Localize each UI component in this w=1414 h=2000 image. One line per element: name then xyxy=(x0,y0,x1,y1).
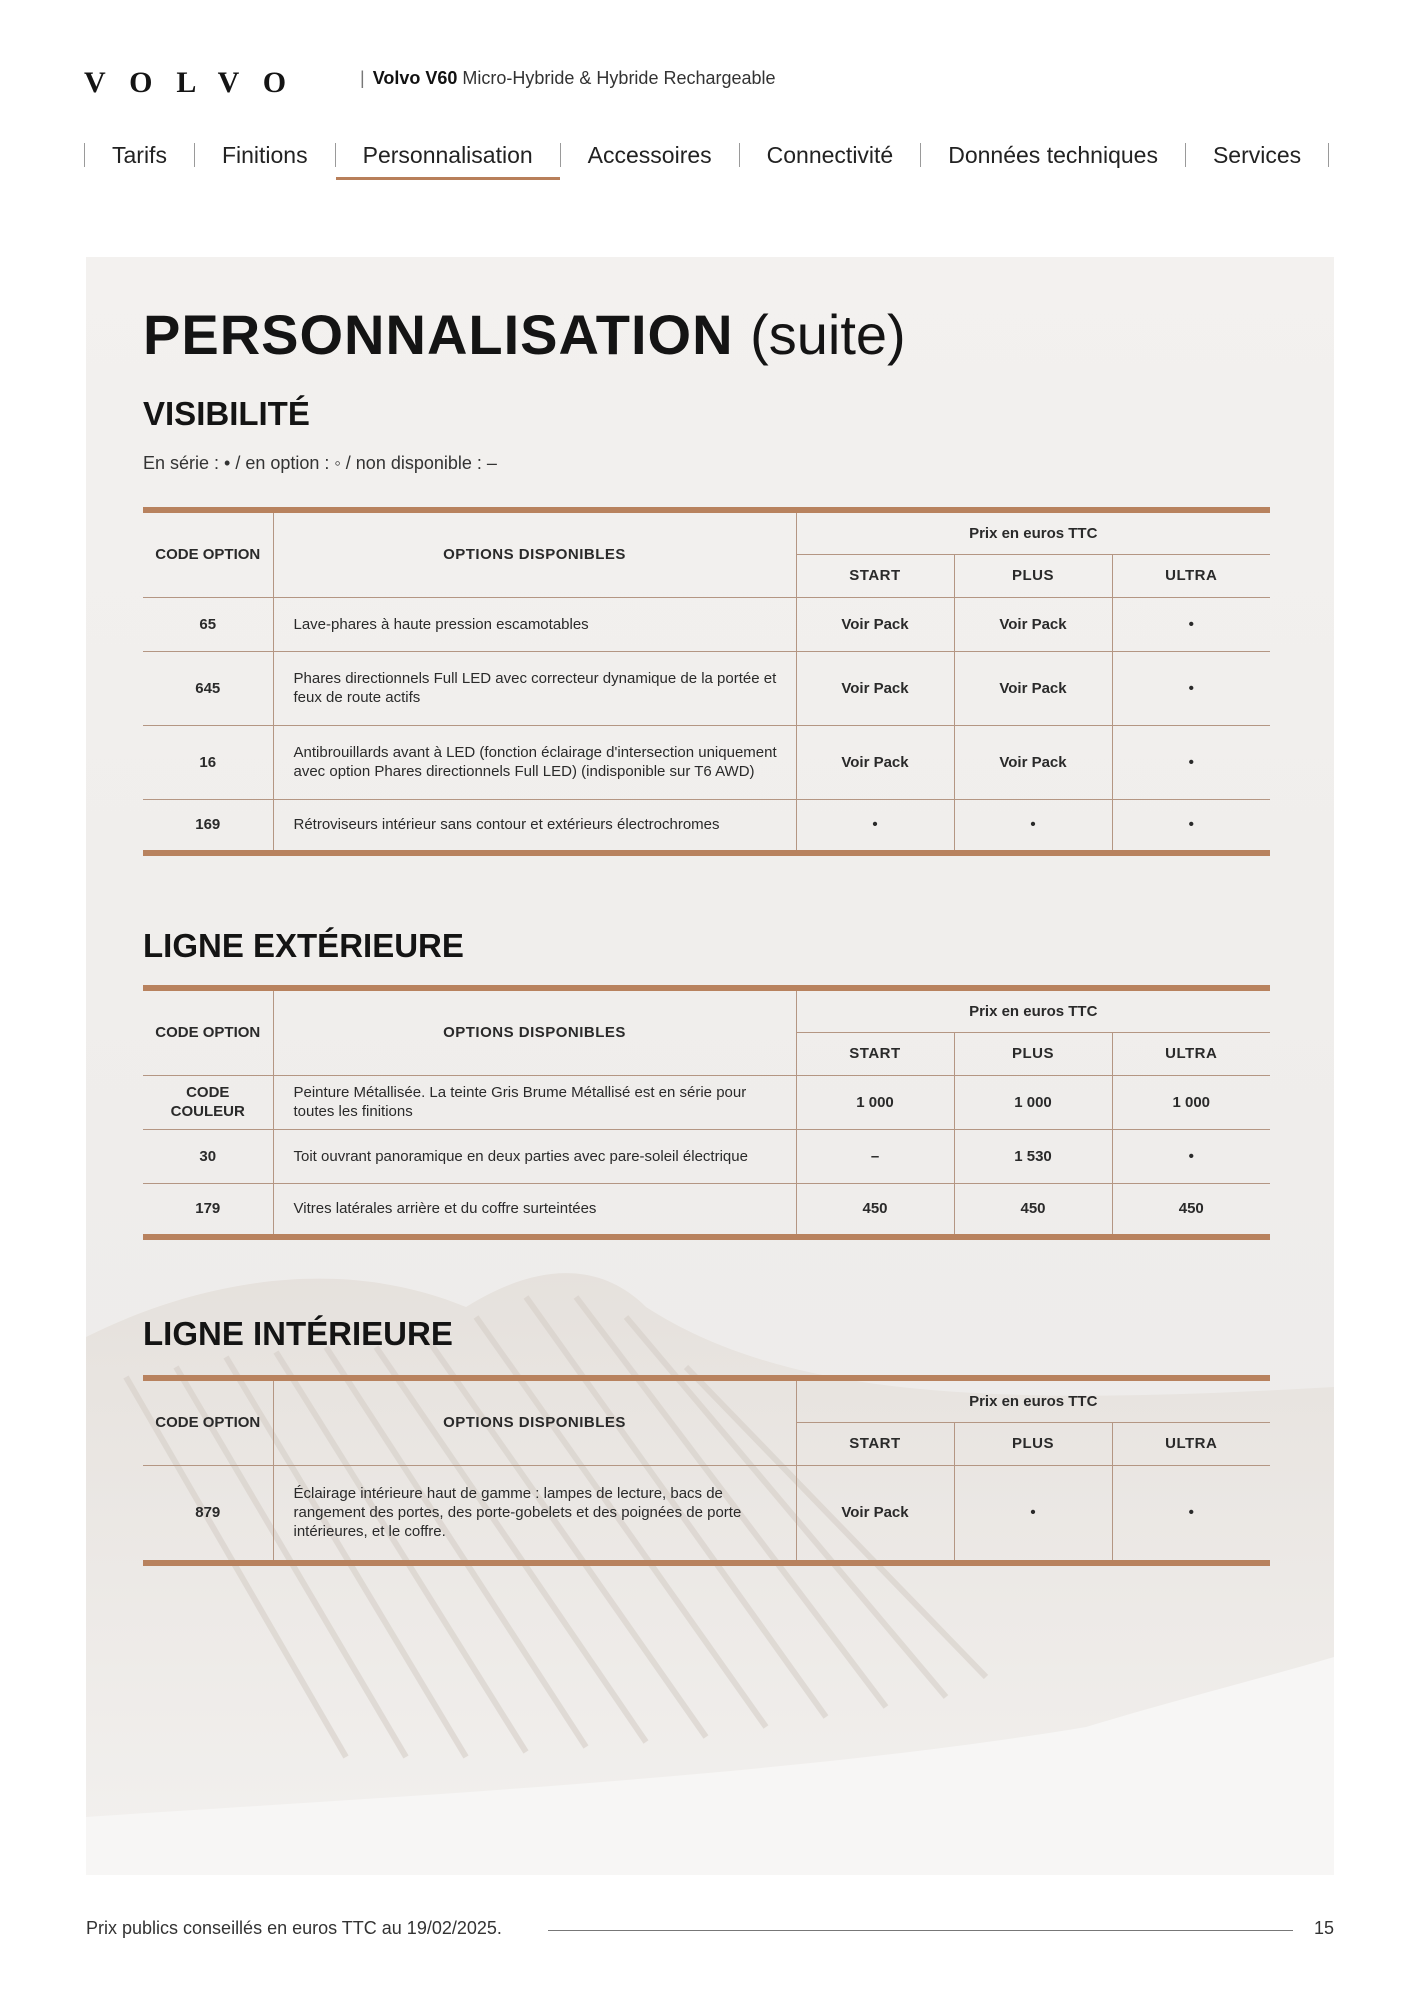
ligne-exterieure-table xyxy=(143,985,1270,1240)
table-row xyxy=(143,799,1270,853)
option-description: Antibrouillards avant à LED (fonction éclairage d'intersection uniquement avec option Phares directionnels Full LED) (indisponible sur T6 AWD) xyxy=(273,725,796,799)
header-plus: PLUS xyxy=(954,554,1112,597)
header-code-option: CODE OPTION xyxy=(143,988,273,1075)
nav-tab-personnalisation[interactable]: Personnalisation xyxy=(336,132,560,178)
table-row xyxy=(143,1075,1270,1129)
price-ultra: • xyxy=(1112,799,1270,853)
option-code: 879 xyxy=(143,1465,273,1563)
volvo-logo: VOLVO xyxy=(84,66,311,99)
visibilite-table xyxy=(143,507,1270,856)
section-title-ligne-exterieure: LIGNE EXTÉRIEURE xyxy=(143,927,464,964)
header-prix: Prix en euros TTC xyxy=(796,1378,1270,1422)
nav-tab-donnees-techniques[interactable]: Données techniques xyxy=(948,141,1158,168)
table-row xyxy=(143,1183,1270,1237)
header-code-option: CODE OPTION xyxy=(143,1378,273,1465)
header-options: OPTIONS DISPONIBLES xyxy=(273,1378,796,1465)
header-options: OPTIONS DISPONIBLES xyxy=(273,988,796,1075)
price-start: 450 xyxy=(796,1183,954,1237)
page-title xyxy=(143,302,906,367)
header-prix: Prix en euros TTC xyxy=(796,988,1270,1032)
section-title-visibilite: VISIBILITÉ xyxy=(143,395,310,432)
price-ultra: • xyxy=(1112,1465,1270,1563)
option-code: CODE COULEUR xyxy=(143,1075,273,1129)
option-description: Toit ouvrant panoramique en deux parties avec pare-soleil électrique xyxy=(273,1129,796,1183)
price-ultra: • xyxy=(1112,597,1270,651)
price-plus: Voir Pack xyxy=(954,597,1112,651)
table-row xyxy=(143,1465,1270,1563)
header-prix: Prix en euros TTC xyxy=(796,510,1270,554)
header-plus: PLUS xyxy=(954,1032,1112,1075)
price-plus: Voir Pack xyxy=(954,725,1112,799)
option-code: 179 xyxy=(143,1183,273,1237)
header-start: START xyxy=(796,1032,954,1075)
option-description: Peinture Métallisée. La teinte Gris Brume Métallisé est en série pour toutes les finitions xyxy=(273,1075,796,1129)
page-title-main: PERSONNALISATION xyxy=(143,303,734,366)
footer-note: Prix publics conseillés en euros TTC au 19/02/2025. xyxy=(86,1918,502,1938)
ligne-interieure-table xyxy=(143,1375,1270,1566)
price-start: Voir Pack xyxy=(796,597,954,651)
content-panel xyxy=(86,257,1334,1875)
option-code: 169 xyxy=(143,799,273,853)
header-ultra: ULTRA xyxy=(1112,554,1270,597)
nav-divider xyxy=(1328,143,1329,167)
nav-tab-finitions[interactable]: Finitions xyxy=(221,141,308,168)
header-ultra: ULTRA xyxy=(1112,1032,1270,1075)
model-name: Volvo V60 xyxy=(372,68,458,88)
price-plus: 450 xyxy=(954,1183,1112,1237)
price-plus: Voir Pack xyxy=(954,651,1112,725)
document-header xyxy=(360,68,776,89)
header-options: OPTIONS DISPONIBLES xyxy=(273,510,796,597)
table-row xyxy=(143,597,1270,651)
header-separator: | xyxy=(360,68,365,88)
price-ultra: • xyxy=(1112,1129,1270,1183)
header-start: START xyxy=(796,1422,954,1465)
price-start: 1 000 xyxy=(796,1075,954,1129)
price-start: • xyxy=(796,799,954,853)
price-plus: • xyxy=(954,1465,1112,1563)
price-plus: • xyxy=(954,799,1112,853)
nav-tab-accessoires[interactable]: Accessoires xyxy=(587,141,712,168)
price-start: Voir Pack xyxy=(796,651,954,725)
nav-tab-tarifs[interactable]: Tarifs xyxy=(112,141,167,168)
model-subtitle: Micro-Hybride & Hybride Rechargeable xyxy=(462,68,776,88)
price-start: Voir Pack xyxy=(796,1465,954,1563)
price-ultra: 1 000 xyxy=(1112,1075,1270,1129)
price-start: Voir Pack xyxy=(796,725,954,799)
header-ultra: ULTRA xyxy=(1112,1422,1270,1465)
price-ultra: 450 xyxy=(1112,1183,1270,1237)
price-plus: 1 000 xyxy=(954,1075,1112,1129)
price-ultra: • xyxy=(1112,651,1270,725)
price-plus: 1 530 xyxy=(954,1129,1112,1183)
option-description: Phares directionnels Full LED avec correcteur dynamique de la portée et feux de route actifs xyxy=(273,651,796,725)
option-code: 16 xyxy=(143,725,273,799)
page-number: 15 xyxy=(1313,1918,1334,1938)
section-title-ligne-interieure: LIGNE INTÉRIEURE xyxy=(143,1315,453,1352)
header-code-option: CODE OPTION xyxy=(143,510,273,597)
option-code: 645 xyxy=(143,651,273,725)
option-description: Rétroviseurs intérieur sans contour et extérieurs électrochromes xyxy=(273,799,796,853)
availability-legend: En série : • / en option : ◦ / non disponible : – xyxy=(143,453,497,473)
header-plus: PLUS xyxy=(954,1422,1112,1465)
nav-tab-connectivite[interactable]: Connectivité xyxy=(766,141,894,168)
footer-divider xyxy=(548,1930,1293,1931)
page-title-suffix: (suite) xyxy=(750,303,906,366)
price-start: – xyxy=(796,1129,954,1183)
option-description: Vitres latérales arrière et du coffre surteintées xyxy=(273,1183,796,1237)
table-row xyxy=(143,651,1270,725)
option-description: Éclairage intérieure haut de gamme : lampes de lecture, bacs de rangement des portes, des porte-gobelets et des poignées de porte intérieures, et le coffre. xyxy=(273,1465,796,1563)
option-description: Lave-phares à haute pression escamotables xyxy=(273,597,796,651)
header-start: START xyxy=(796,554,954,597)
table-row xyxy=(143,725,1270,799)
table-row xyxy=(143,1129,1270,1183)
section-nav xyxy=(84,132,1334,178)
option-code: 30 xyxy=(143,1129,273,1183)
nav-tab-services[interactable]: Services xyxy=(1212,141,1302,168)
option-code: 65 xyxy=(143,597,273,651)
price-ultra: • xyxy=(1112,725,1270,799)
